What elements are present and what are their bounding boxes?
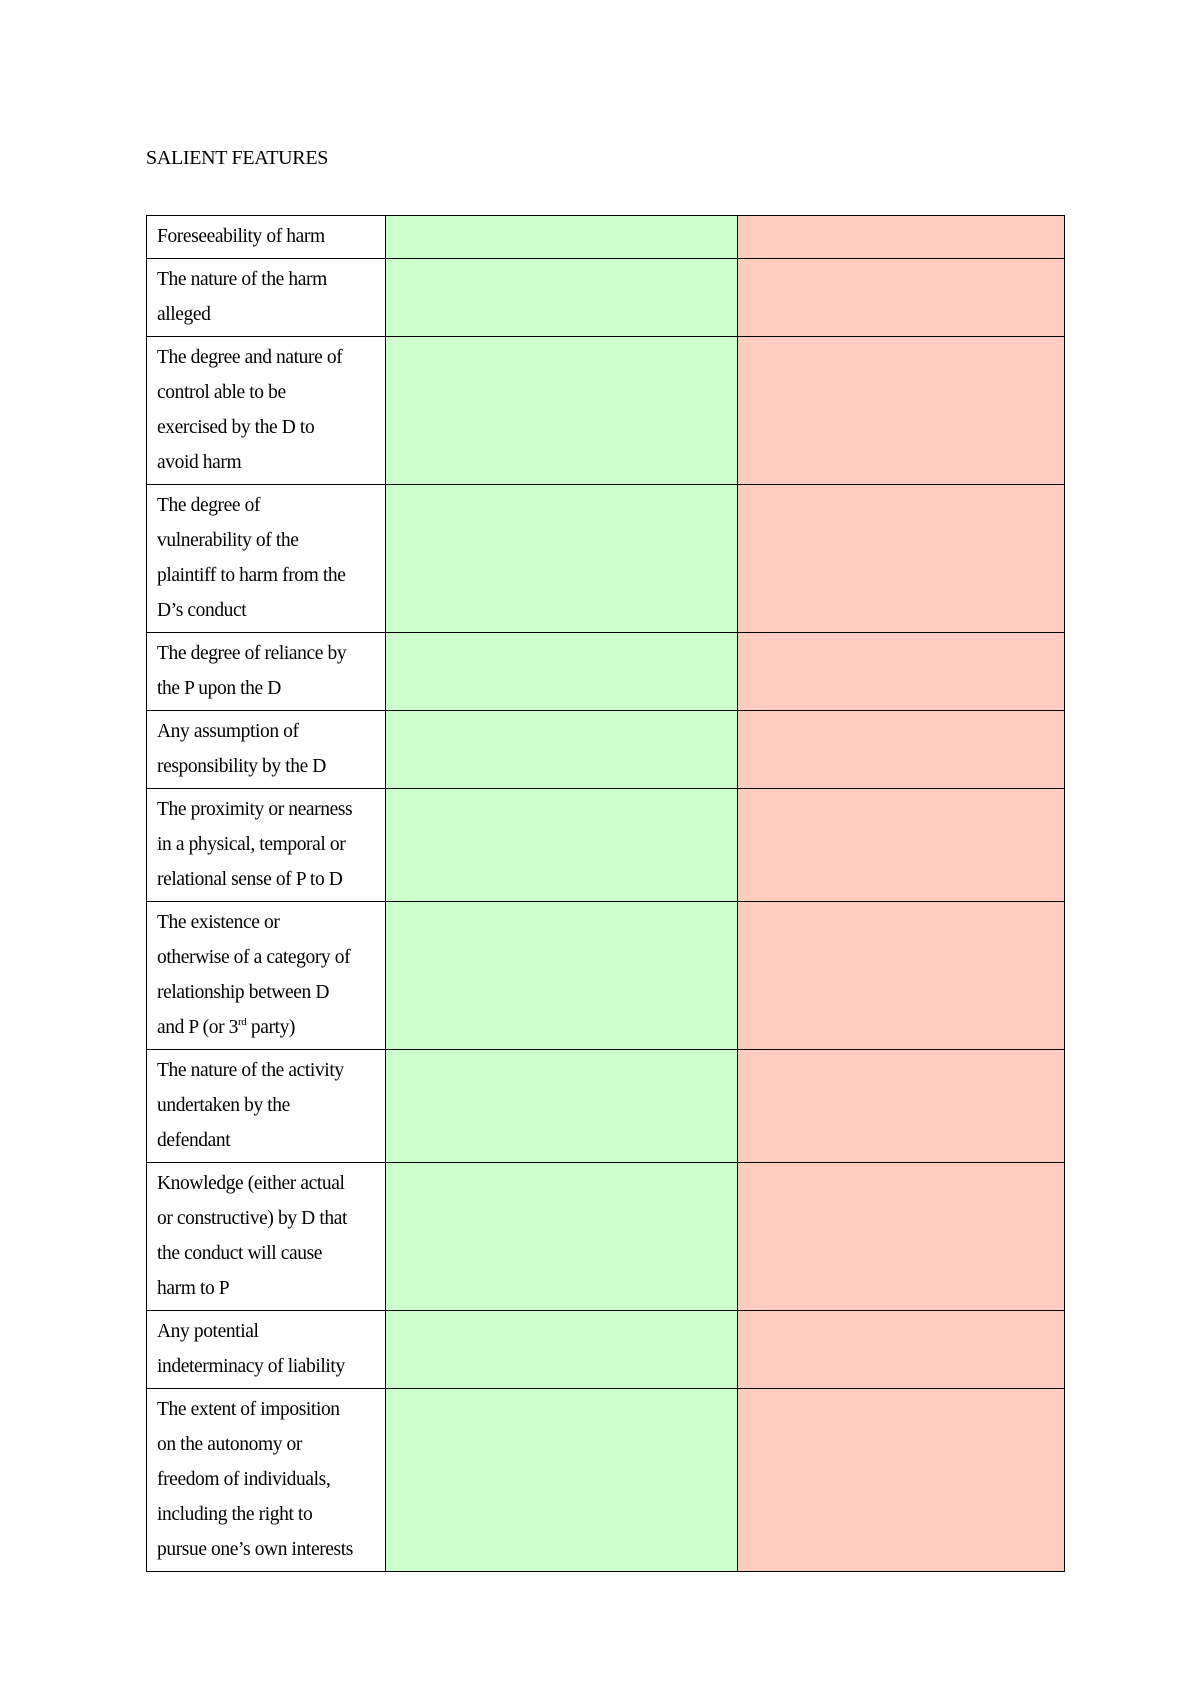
red-cell[interactable] — [738, 1163, 1065, 1311]
red-cell[interactable] — [738, 902, 1065, 1050]
table-row — [147, 337, 1065, 485]
green-cell[interactable] — [386, 1050, 738, 1163]
red-cell[interactable] — [738, 1311, 1065, 1389]
table-row — [147, 902, 1065, 1050]
feature-label-cell — [147, 902, 386, 1050]
green-cell[interactable] — [386, 216, 738, 259]
table-row — [147, 259, 1065, 337]
feature-label: Foreseeability of harm — [157, 226, 325, 247]
feature-label-text: The existence or otherwise of a category of relationship between D and P (or 3 — [157, 912, 351, 1038]
feature-label-cell — [147, 216, 386, 259]
green-cell[interactable] — [386, 1311, 738, 1389]
feature-label-cell — [147, 1163, 386, 1311]
green-cell[interactable] — [386, 789, 738, 902]
green-cell[interactable] — [386, 902, 738, 1050]
green-cell[interactable] — [386, 337, 738, 485]
red-cell[interactable] — [738, 711, 1065, 789]
table-row — [147, 1311, 1065, 1389]
red-cell[interactable] — [738, 789, 1065, 902]
feature-label-cell — [147, 1389, 386, 1572]
table-row — [147, 1389, 1065, 1572]
green-cell[interactable] — [386, 1389, 738, 1572]
green-cell[interactable] — [386, 259, 738, 337]
feature-label: Any assumption of responsibility by the D — [157, 721, 326, 777]
red-cell[interactable] — [738, 485, 1065, 633]
red-cell[interactable] — [738, 633, 1065, 711]
red-cell[interactable] — [738, 337, 1065, 485]
feature-label: Any potential indeterminacy of liability — [157, 1321, 345, 1377]
page-title: SALIENT FEATURES — [146, 147, 329, 169]
feature-label: The degree of vulnerability of the plaintiff to harm from the D’s conduct — [157, 495, 346, 621]
feature-label — [147, 902, 385, 1049]
ordinal-superscript: rd — [238, 1016, 247, 1028]
feature-label-cell — [147, 633, 386, 711]
table-row — [147, 216, 1065, 259]
table-row — [147, 711, 1065, 789]
table-row — [147, 1050, 1065, 1163]
feature-label: The degree and nature of control able to be exercised by the D to avoid harm — [157, 347, 343, 473]
salient-features-table — [146, 215, 1065, 1572]
feature-label-cell — [147, 337, 386, 485]
feature-label: The extent of imposition on the autonomy or freedom of individuals, including the right to pursue one’s own interests — [157, 1399, 353, 1560]
feature-label-cell — [147, 485, 386, 633]
feature-label: Knowledge (either actual or constructive) by D that the conduct will cause harm to P — [157, 1173, 347, 1299]
green-cell[interactable] — [386, 1163, 738, 1311]
green-cell[interactable] — [386, 485, 738, 633]
feature-label: The proximity or nearness in a physical, temporal or relational sense of P to D — [157, 799, 353, 890]
red-cell[interactable] — [738, 216, 1065, 259]
feature-label: The nature of the activity undertaken by the defendant — [157, 1060, 344, 1151]
red-cell[interactable] — [738, 259, 1065, 337]
table-row — [147, 1163, 1065, 1311]
table-row — [147, 633, 1065, 711]
table-row — [147, 485, 1065, 633]
green-cell[interactable] — [386, 711, 738, 789]
feature-label-text-end: party) — [246, 1017, 296, 1038]
red-cell[interactable] — [738, 1389, 1065, 1572]
feature-label: The nature of the harm alleged — [157, 269, 327, 325]
table-row — [147, 789, 1065, 902]
feature-label-cell — [147, 789, 386, 902]
feature-label: The degree of reliance by the P upon the D — [157, 643, 347, 699]
feature-label-cell — [147, 1311, 386, 1389]
green-cell[interactable] — [386, 633, 738, 711]
feature-label-cell — [147, 1050, 386, 1163]
feature-label-cell — [147, 711, 386, 789]
red-cell[interactable] — [738, 1050, 1065, 1163]
feature-label-cell — [147, 259, 386, 337]
